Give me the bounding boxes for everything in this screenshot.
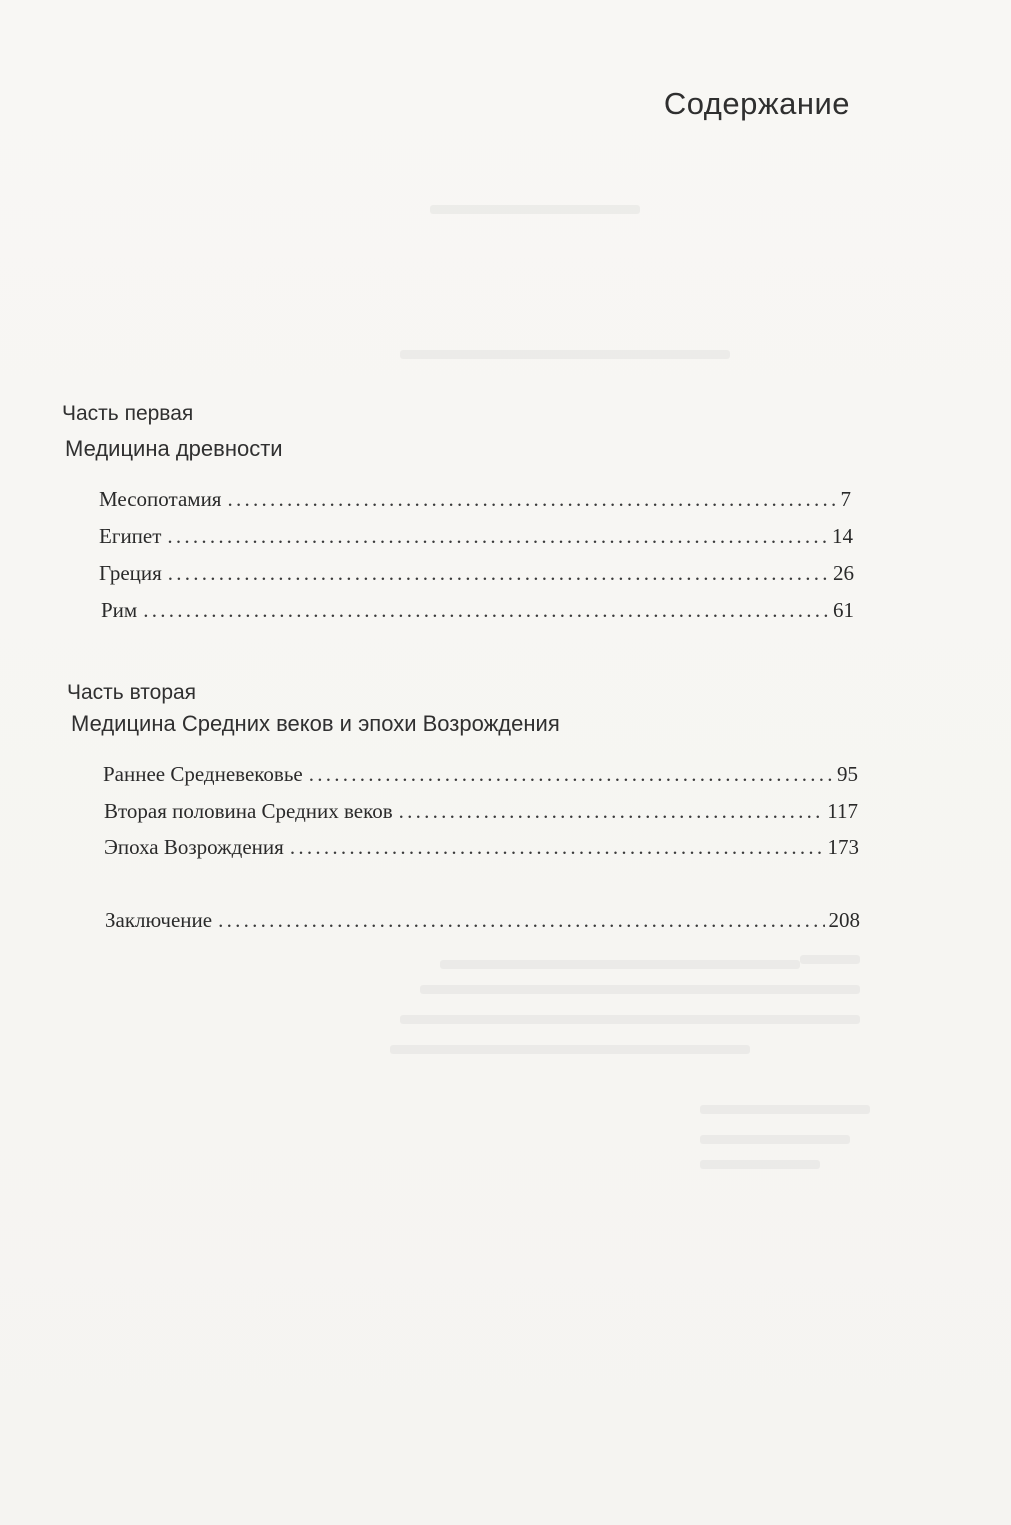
bleed-through-mark (700, 1160, 820, 1169)
dot-leader (218, 908, 824, 933)
toc-entry[interactable] (101, 598, 854, 623)
toc-entry-page: 7 (840, 487, 851, 511)
bleed-through-mark (430, 205, 640, 214)
dot-leader (143, 598, 829, 623)
page-title: Содержание (663, 86, 850, 121)
toc-entry[interactable] (99, 561, 854, 586)
dot-leader (399, 799, 824, 824)
part-title: Медицина Средних веков и эпохи Возрождения (71, 711, 560, 736)
dot-leader (290, 835, 824, 860)
toc-entry-label: Эпоха Возрождения (104, 835, 284, 859)
toc-entry-page: 61 (833, 598, 854, 622)
toc-entry[interactable] (104, 835, 859, 860)
toc-entry-conclusion[interactable] (105, 908, 860, 933)
toc-entry-page: 208 (828, 908, 860, 932)
toc-entry[interactable] (99, 524, 853, 549)
toc-entry-page: 117 (827, 799, 858, 823)
toc-entry-page: 26 (833, 561, 854, 585)
part-title: Медицина древности (65, 436, 283, 461)
part-label: Часть вторая (67, 681, 197, 704)
bleed-through-mark (400, 350, 730, 359)
toc-entry-label: Вторая половина Средних веков (104, 799, 393, 823)
dot-leader (167, 524, 828, 549)
bleed-through-mark (390, 1045, 750, 1054)
bleed-through-mark (400, 1015, 860, 1024)
toc-entry-label: Рим (101, 598, 138, 622)
toc-entry-page: 95 (837, 762, 858, 786)
bleed-through-mark (800, 955, 860, 964)
toc-entry-label: Греция (99, 561, 162, 585)
toc-entry-label: Месопотамия (99, 487, 222, 511)
part-label: Часть первая (62, 402, 194, 425)
toc-entry-label: Египет (99, 524, 162, 548)
bleed-through-mark (700, 1105, 870, 1114)
toc-entry[interactable] (103, 762, 858, 787)
bleed-through-mark (700, 1135, 850, 1144)
dot-leader (227, 487, 836, 512)
toc-entry[interactable] (99, 487, 851, 512)
toc-entry[interactable] (104, 799, 858, 824)
toc-entry-label: Заключение (105, 908, 213, 932)
dot-leader (168, 561, 829, 586)
bleed-through-mark (440, 960, 800, 969)
toc-entry-page: 173 (827, 835, 859, 859)
dot-leader (309, 762, 833, 787)
toc-entry-label: Раннее Средневековье (103, 762, 303, 786)
bleed-through-mark (420, 985, 860, 994)
toc-entry-page: 14 (832, 524, 853, 548)
